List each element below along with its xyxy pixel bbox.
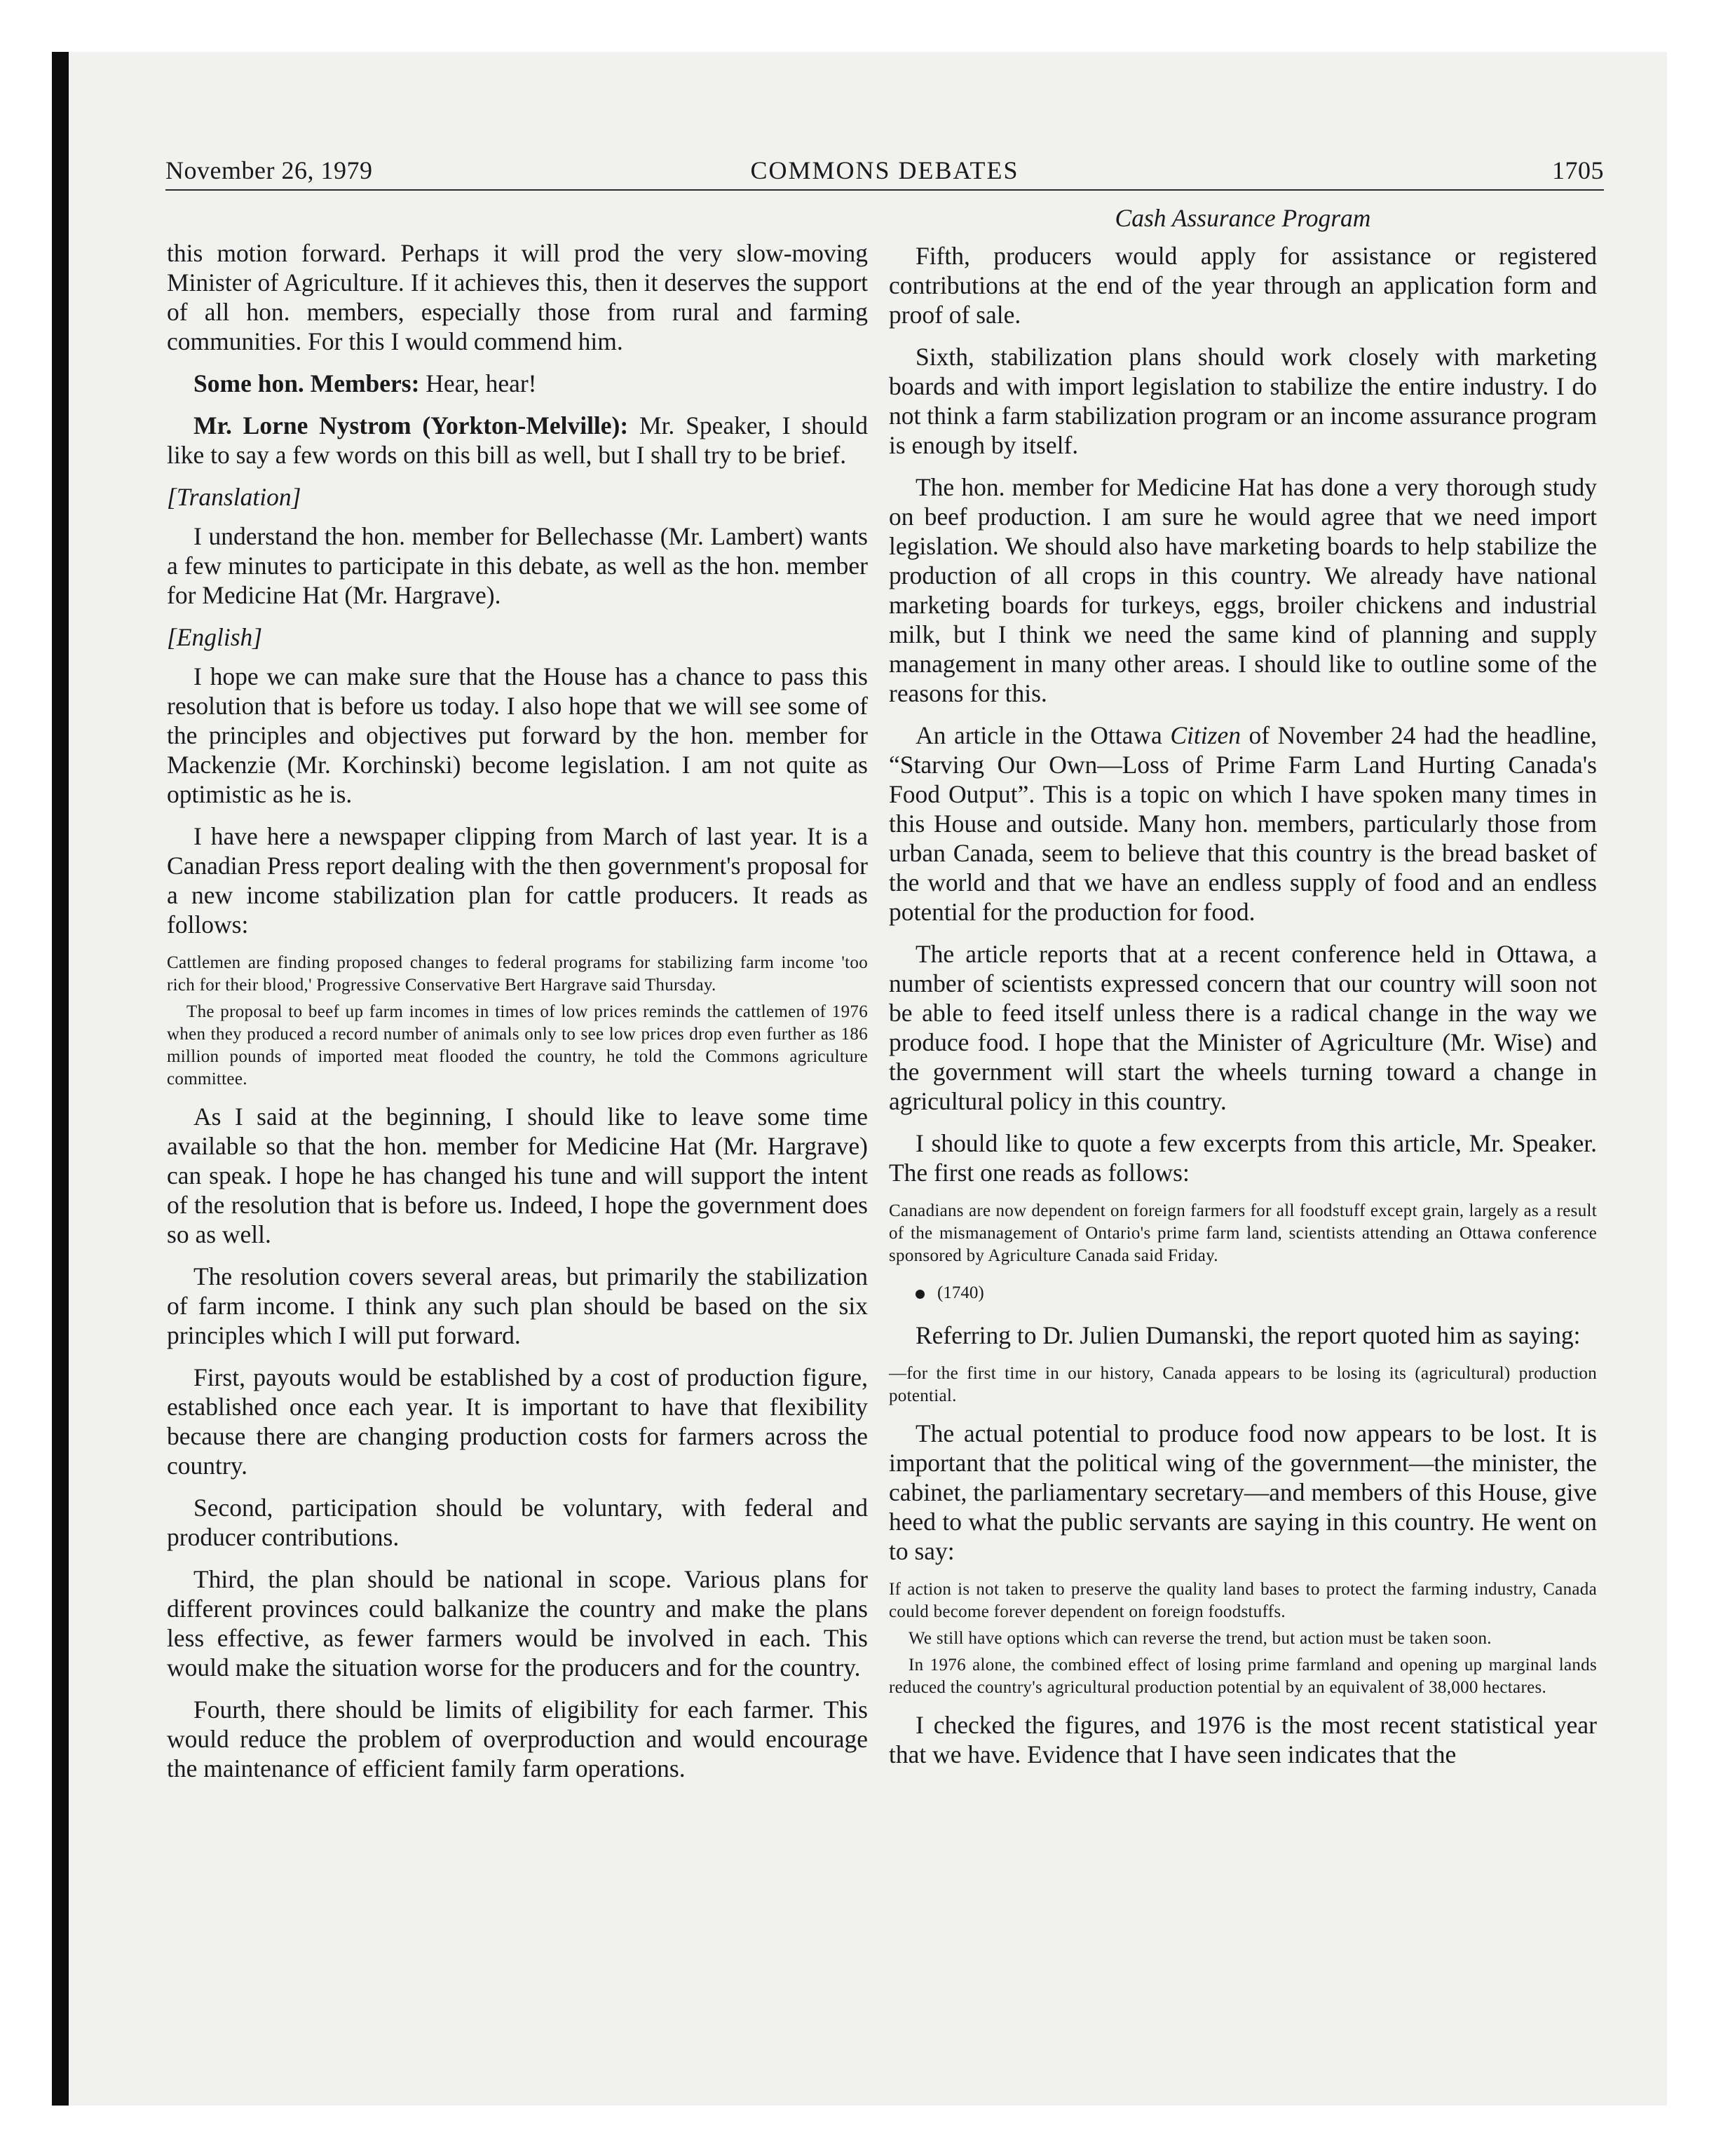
speaker-name: Mr. Lorne Nystrom (Yorkton-Melville):: [193, 411, 629, 439]
speaker-name: Some hon. Members:: [193, 369, 420, 397]
quote-paragraph: Cattlemen are finding proposed changes to federal programs for stabilizing farm income 'too rich for their blood,' Progressive Conservative Bert Hargrave said Thursday.: [167, 953, 868, 995]
bullet-icon: [916, 1290, 925, 1299]
paragraph: First, payouts would be established by a cost of production figure, established once each year. It is important to have that flexibility because there are changing production costs for farmers across the country.: [167, 1363, 868, 1480]
timestamp: [889, 1278, 1597, 1308]
paragraph: [889, 721, 1597, 927]
speech-text: Hear, hear!: [419, 369, 537, 397]
paragraph: Third, the plan should be national in scope. Various plans for different provinces could balkanize the country and make the plans less effective, as fewer farmers would be involved in each. This would make the situation worse for the producers and for the country.: [167, 1565, 868, 1681]
paragraph: The resolution covers several areas, but primarily the stabilization of farm income. I think any such plan should be based on the six principles which I will put forward.: [167, 1262, 868, 1349]
paragraph: Fourth, there should be limits of eligibility for each farmer. This would reduce the problem of overproduction and would encourage the maintenance of efficient family farm operations.: [167, 1696, 868, 1782]
paragraph: [167, 411, 868, 470]
block-quote: [889, 1578, 1597, 1699]
block-quote: [889, 1200, 1597, 1267]
quote-paragraph: —for the first time in our history, Canada appears to be losing its (agricultural) production potential.: [889, 1364, 1597, 1405]
quote-paragraph: Canadians are now dependent on foreign farmers for all foodstuff except grain, largely as a result of the mismanagement of Ontario's prime farm land, scientists attending an Ottawa conference sponsored by Agriculture Canada said Friday.: [889, 1201, 1597, 1265]
paragraph: this motion forward. Perhaps it will prod the very slow-moving Minister of Agriculture. If it achieves this, then it deserves the support of all hon. members, especially those from rural and farming communities. For this I would commend him.: [167, 239, 868, 355]
paragraph: As I said at the beginning, I should like to leave some time available so that the hon. member for Medicine Hat (Mr. Hargrave) can speak. I hope he has changed his tune and will support the intent of the resolution that is before us. Indeed, I hope the government does so as well.: [167, 1103, 868, 1248]
paragraph: Sixth, stabilization plans should work closely with marketing boards and with import legislation to stabilize the entire industry. I do not think a farm stabilization program or an income assurance program is enough by itself.: [889, 343, 1597, 459]
section-heading: Cash Assurance Program: [1115, 204, 1371, 232]
paragraph: I should like to quote a few excerpts from this article, Mr. Speaker. The first one reads as follows:: [889, 1129, 1597, 1187]
quote-paragraph: If action is not taken to preserve the quality land bases to protect the farming industry, Canada could become forever dependent on foreign foodstuffs.: [889, 1580, 1597, 1621]
paragraph: The hon. member for Medicine Hat has done a very thorough study on beef production. I am sure he would agree that we need import legislation. We should also have marketing boards to help stabilize the production of all crops in this country. We already have national marketing boards for turkeys, eggs, broiler chickens and industrial milk, but I think we need the same kind of planning and supply management in many other areas. I should like to outline some of the reasons for this.: [889, 473, 1597, 707]
paragraph: Second, participation should be voluntary, with federal and producer contributions.: [167, 1494, 868, 1551]
quote-paragraph: The proposal to beef up farm incomes in times of low prices reminds the cattlemen of 1976 when they produced a record number of animals only to see low prices drop even further as 186 million pounds of imported meat flooded the country, he told the Commons agriculture committee.: [167, 1002, 868, 1089]
paragraph: Fifth, producers would apply for assistance or registered contributions at the end of the year through an application form and proof of sale.: [889, 242, 1597, 329]
newspaper-title: Citizen: [1170, 721, 1241, 749]
paragraph: Referring to Dr. Julien Dumanski, the report quoted him as saying:: [916, 1321, 1581, 1349]
quote-paragraph: We still have options which can reverse the trend, but action must be taken soon.: [909, 1629, 1492, 1648]
right-column: [889, 203, 1597, 1782]
paragraph: The article reports that at a recent conference held in Ottawa, a number of scientists expressed concern that our country will soon not be able to feed itself unless there is a radical change in the way we produce food. I hope that the Minister of Agriculture (Mr. Wise) and the government will start the wheels turning toward a change in agricultural policy in this country.: [889, 940, 1597, 1115]
paragraph: The actual potential to produce food now appears to be lost. It is important that the political wing of the government—the minister, the cabinet, the parliamentary secretary—and members of this House, give heed to what the public servants are saying in this country. He went on to say:: [889, 1419, 1597, 1565]
paragraph: I understand the hon. member for Bellechasse (Mr. Lambert) wants a few minutes to participate in this debate, as well as the hon. member for Medicine Hat (Mr. Hargrave).: [167, 522, 868, 609]
block-quote: [889, 1363, 1597, 1407]
quote-paragraph: In 1976 alone, the combined effect of losing prime farmland and opening up marginal lands reduced the country's agricultural production potential by an equivalent of 38,000 hectares.: [889, 1656, 1597, 1697]
paragraph: I checked the figures, and 1976 is the most recent statistical year that we have. Evidence that I have seen indicates that the: [889, 1711, 1597, 1768]
english-label: [English]: [167, 623, 263, 651]
timestamp-text: (1740): [937, 1283, 984, 1302]
speech-text: Mr. Speaker, I should like to say a few words on this bill as well, but I shall try to be brief.: [167, 411, 868, 469]
page-number: 1705: [1552, 156, 1604, 184]
page-header: [165, 156, 1604, 191]
text-run: of November 24 had the headline, “Starving Our Own—Loss of Prime Farm Land Hurting Canada's Food Output”. This is a topic on which I have spoken many times in this House and outside. Many hon. members, particularly those from urban Canada, seem to believe that this country is the bread basket of the world and that we have an endless supply of food and an endless potential for the production for food.: [889, 721, 1597, 926]
paragraph: I hope we can make sure that the House has a chance to pass this resolution that is before us today. I also hope that we will see some of the principles and objectives put forward by the hon. member for Mackenzie (Mr. Korchinski) become legislation. I am not quite as optimistic as he is.: [167, 662, 868, 808]
paragraph: I have here a newspaper clipping from March of last year. It is a Canadian Press report dealing with the then government's proposal for a new income stabilization plan for cattle producers. It reads as follows:: [167, 822, 868, 939]
header-title: COMMONS DEBATES: [750, 156, 1019, 184]
text-run: An article in the Ottawa: [916, 721, 1171, 749]
paragraph: [167, 369, 868, 398]
scan-edge-bar: [52, 52, 69, 2106]
left-column: [167, 238, 868, 1796]
translation-label: [Translation]: [167, 483, 301, 511]
header-rule: [165, 189, 1604, 191]
header-date: November 26, 1979: [165, 156, 373, 184]
block-quote: [167, 952, 868, 1091]
